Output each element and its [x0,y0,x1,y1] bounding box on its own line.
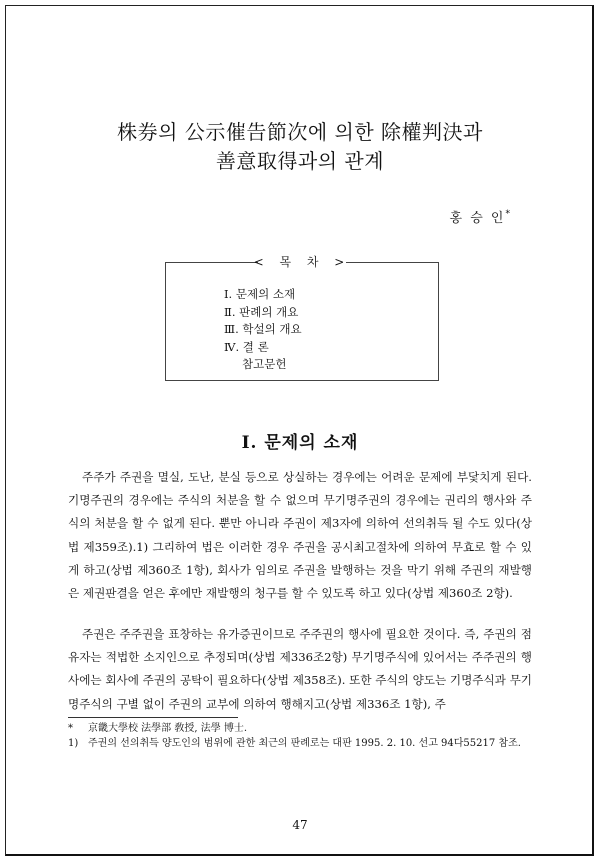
toc-item: Ⅰ. 문제의 소재 [224,287,296,301]
footnotes [68,721,534,751]
body-paragraph: 주주가 주권을 멸실, 도난, 분실 등으로 상실하는 경우에는 어려운 문제에 부닻치게 된다. 기명주권의 경우에는 주식의 처분을 할 수 없으며 무기명주권의 경우에는 권리의 행사와 주식의 처분을 할 수 없게 된다. 뿐만 아니라 주권이 제3자에 의하여 선의취득 될 수도 있다(상법 제359조).1) 그리하여 법은 이러한 경우 주권을 공시최고절차에 의하여 무효로 할 수 있게 하고(상법 제360조 1항), 회사가 임의로 주권을 발행하는 것을 막기 위해 주권의 재발행은 제권판결을 얻은 후에만 재발행의 청구를 할 수 있도록 하고 있다(상법 제360조 2항). [68,470,532,601]
body-paragraph: 주권은 주주권을 표창하는 유가증권이므로 주주권의 행사에 필요한 것이다. 즉, 주권의 점유자는 적법한 소지인으로 추정되며(상법 제336조2항) 무기명주식에 있어서는 주주권의 행사에는 회사에 주권의 공탁이 필요하다(상법 제358조). 또한 주식의 양도는 기명주식과 무기명주식의 구별 없이 주권의 교부에 의하여 행해지고(상법 제336조 1항), 주 [68,627,532,711]
footnote-mark: * [68,723,73,734]
toc-heading: < 목 차 > [253,255,351,269]
footnote-divider [68,717,238,718]
toc-item: Ⅲ. 학설의 개요 [224,322,302,336]
page-number: 47 [292,818,308,832]
title-line-1: 株券의 公示催告節次에 의한 除權判決과 [117,120,483,144]
author [450,207,510,226]
footnote-mark: 1) [68,738,79,749]
table-of-contents [165,255,439,381]
footnote [68,721,534,736]
author-footnote-mark: * [505,209,510,220]
author-name: 홍 승 인 [449,211,506,226]
toc-item: Ⅳ. 결 론 [224,339,269,354]
section-heading: Ⅰ. 문제의 소재 [241,433,359,453]
footnote-text: 京畿大學校 法學部 敎授, 法學 博士. [88,723,248,734]
paper-title [0,118,600,176]
toc-list [224,286,302,374]
footnote-text: 주권의 선의취득 양도인의 범위에 관한 최근의 판례로는 대판 1995. 2. 10. 선고 94다55217 참조. [88,738,521,749]
toc-item: 참고문헌 [242,357,287,371]
toc-item: Ⅱ. 판례의 개요 [224,304,299,319]
title-line-2: 善意取得과의 관계 [215,149,385,173]
footnote [68,736,534,751]
